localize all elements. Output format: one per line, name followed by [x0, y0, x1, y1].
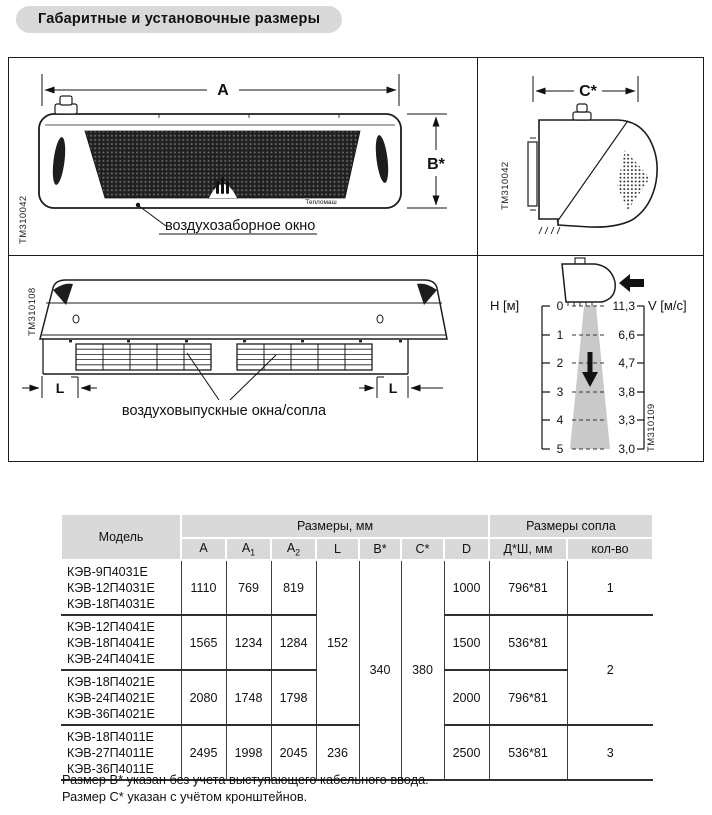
side-view-figure — [478, 58, 703, 256]
page-title: Габаритные и установочные размеры — [16, 6, 342, 33]
col-header-a2: $A_2$ — [271, 538, 316, 560]
col-header-a1: $A_1$ — [226, 538, 271, 560]
unit-icon — [562, 258, 615, 306]
drawing-code: ТМ310042 — [18, 195, 29, 244]
footnotes — [62, 771, 429, 805]
svg-text:5: 5 — [556, 442, 564, 456]
model-names: КЭВ-9П4031Е КЭВ-12П4031Е КЭВ-18П4031Е — [61, 560, 181, 615]
svg-text:11,3: 11,3 — [612, 299, 635, 313]
table-row — [61, 560, 653, 615]
cell-a1: 1234 — [226, 615, 271, 670]
col-header-count: кол-во — [567, 538, 653, 560]
col-header-a: A — [181, 538, 226, 560]
cell-a: 2495 — [181, 725, 226, 780]
cell-count: 1 — [567, 560, 653, 615]
svg-text:1: 1 — [556, 328, 564, 342]
bottom-view-figure — [9, 256, 478, 461]
svg-text:6,6: 6,6 — [618, 328, 635, 342]
cell-count: 2 — [567, 615, 653, 725]
cell-nozzle: 536*81 — [489, 725, 567, 780]
v-axis — [637, 306, 644, 449]
cell-d: 2000 — [444, 670, 489, 725]
cell-a: 2080 — [181, 670, 226, 725]
cell-a1: 1998 — [226, 725, 271, 780]
cell-nozzle: 796*81 — [489, 560, 567, 615]
cell-nozzle: 536*81 — [489, 615, 567, 670]
svg-text:4,7: 4,7 — [618, 356, 635, 370]
cell-b-shared: 340 — [359, 560, 401, 780]
model-names: КЭВ-18П4021Е КЭВ-24П4021Е КЭВ-36П4021Е — [61, 670, 181, 725]
drawing-code: ТМ310109 — [646, 403, 657, 452]
cell-a1: 769 — [226, 560, 271, 615]
mounting-bracket — [528, 142, 537, 206]
cell-a2: 819 — [271, 560, 316, 615]
figure-panel — [8, 57, 704, 462]
model-names: КЭВ-18П4011Е КЭВ-27П4011Е КЭВ-36П4011Е — [61, 725, 181, 780]
svg-text:2: 2 — [556, 356, 564, 370]
footnote-b: Размер В* указан без учета выступающего кабельного ввода. — [62, 772, 429, 787]
h-axis-label: Н [м] — [490, 298, 520, 313]
cell-a: 1110 — [181, 560, 226, 615]
cell-a: 1565 — [181, 615, 226, 670]
model-names: КЭВ-12П4041Е КЭВ-18П4041Е КЭВ-24П4041Е — [61, 615, 181, 670]
drawing-code: ТМ310042 — [500, 161, 511, 210]
band-screws — [69, 340, 402, 342]
cell-a2: 1284 — [271, 615, 316, 670]
svg-text:3,3: 3,3 — [618, 413, 635, 427]
intake-arrow-icon — [619, 274, 644, 292]
cell-a2: 2045 — [271, 725, 316, 780]
svg-text:3,0: 3,0 — [618, 442, 635, 456]
dim-l-left-label: L — [55, 380, 65, 396]
jet-diagram-figure — [478, 256, 703, 461]
dimensions-table — [60, 513, 654, 781]
svg-text:3,8: 3,8 — [618, 385, 635, 399]
cell-a1: 1748 — [226, 670, 271, 725]
col-header-l: L — [316, 538, 359, 560]
svg-text:3: 3 — [556, 385, 564, 399]
dim-l-right-label: L — [388, 380, 398, 396]
cell-d: 1000 — [444, 560, 489, 615]
v-tick-labels — [613, 299, 636, 456]
col-header-model: Модель — [61, 514, 181, 560]
cell-d: 2500 — [444, 725, 489, 780]
screw — [73, 315, 79, 323]
cell-d: 1500 — [444, 615, 489, 670]
outlet-callout: воздуховыпускные окна/сопла — [121, 403, 327, 419]
col-header-nozzle-size: Д*Ш, мм — [489, 538, 567, 560]
col-header-b: B* — [359, 538, 401, 560]
dim-a-label: A — [217, 82, 229, 99]
dimension-l-right — [359, 376, 443, 398]
front-view-figure — [9, 58, 478, 256]
drawing-code: ТМ310108 — [27, 287, 38, 336]
screw — [377, 315, 383, 323]
col-header-d: D — [444, 538, 489, 560]
col-group-nozzle: Размеры сопла — [489, 514, 653, 538]
v-axis-label: V [м/с] — [648, 298, 687, 313]
cell-count: 3 — [567, 725, 653, 780]
cell-c-shared: 380 — [401, 560, 444, 780]
svg-text:0: 0 — [556, 299, 564, 313]
cable-gland — [573, 112, 591, 120]
col-group-dimensions: Размеры, мм — [181, 514, 489, 538]
col-header-c: C* — [401, 538, 444, 560]
dim-b-label: B* — [427, 156, 445, 173]
outlet-grille-right — [237, 344, 372, 370]
svg-text:4: 4 — [556, 413, 564, 427]
outlet-grille-left — [76, 344, 211, 370]
cell-a2: 1798 — [271, 670, 316, 725]
h-axis — [542, 306, 550, 449]
h-tick-labels — [557, 299, 564, 456]
brand-label: Тепломаш — [305, 199, 337, 206]
footnote-c: Размер С* указан с учётом кронштейнов. — [62, 789, 308, 804]
dim-c-label: C* — [579, 83, 597, 100]
intake-callout: воздухозаборное окно — [165, 218, 316, 234]
outlet-callout-leader — [187, 353, 276, 400]
cell-l-shared: 152 — [316, 560, 359, 725]
cell-nozzle: 796*81 — [489, 670, 567, 725]
cell-l: 236 — [316, 725, 359, 780]
